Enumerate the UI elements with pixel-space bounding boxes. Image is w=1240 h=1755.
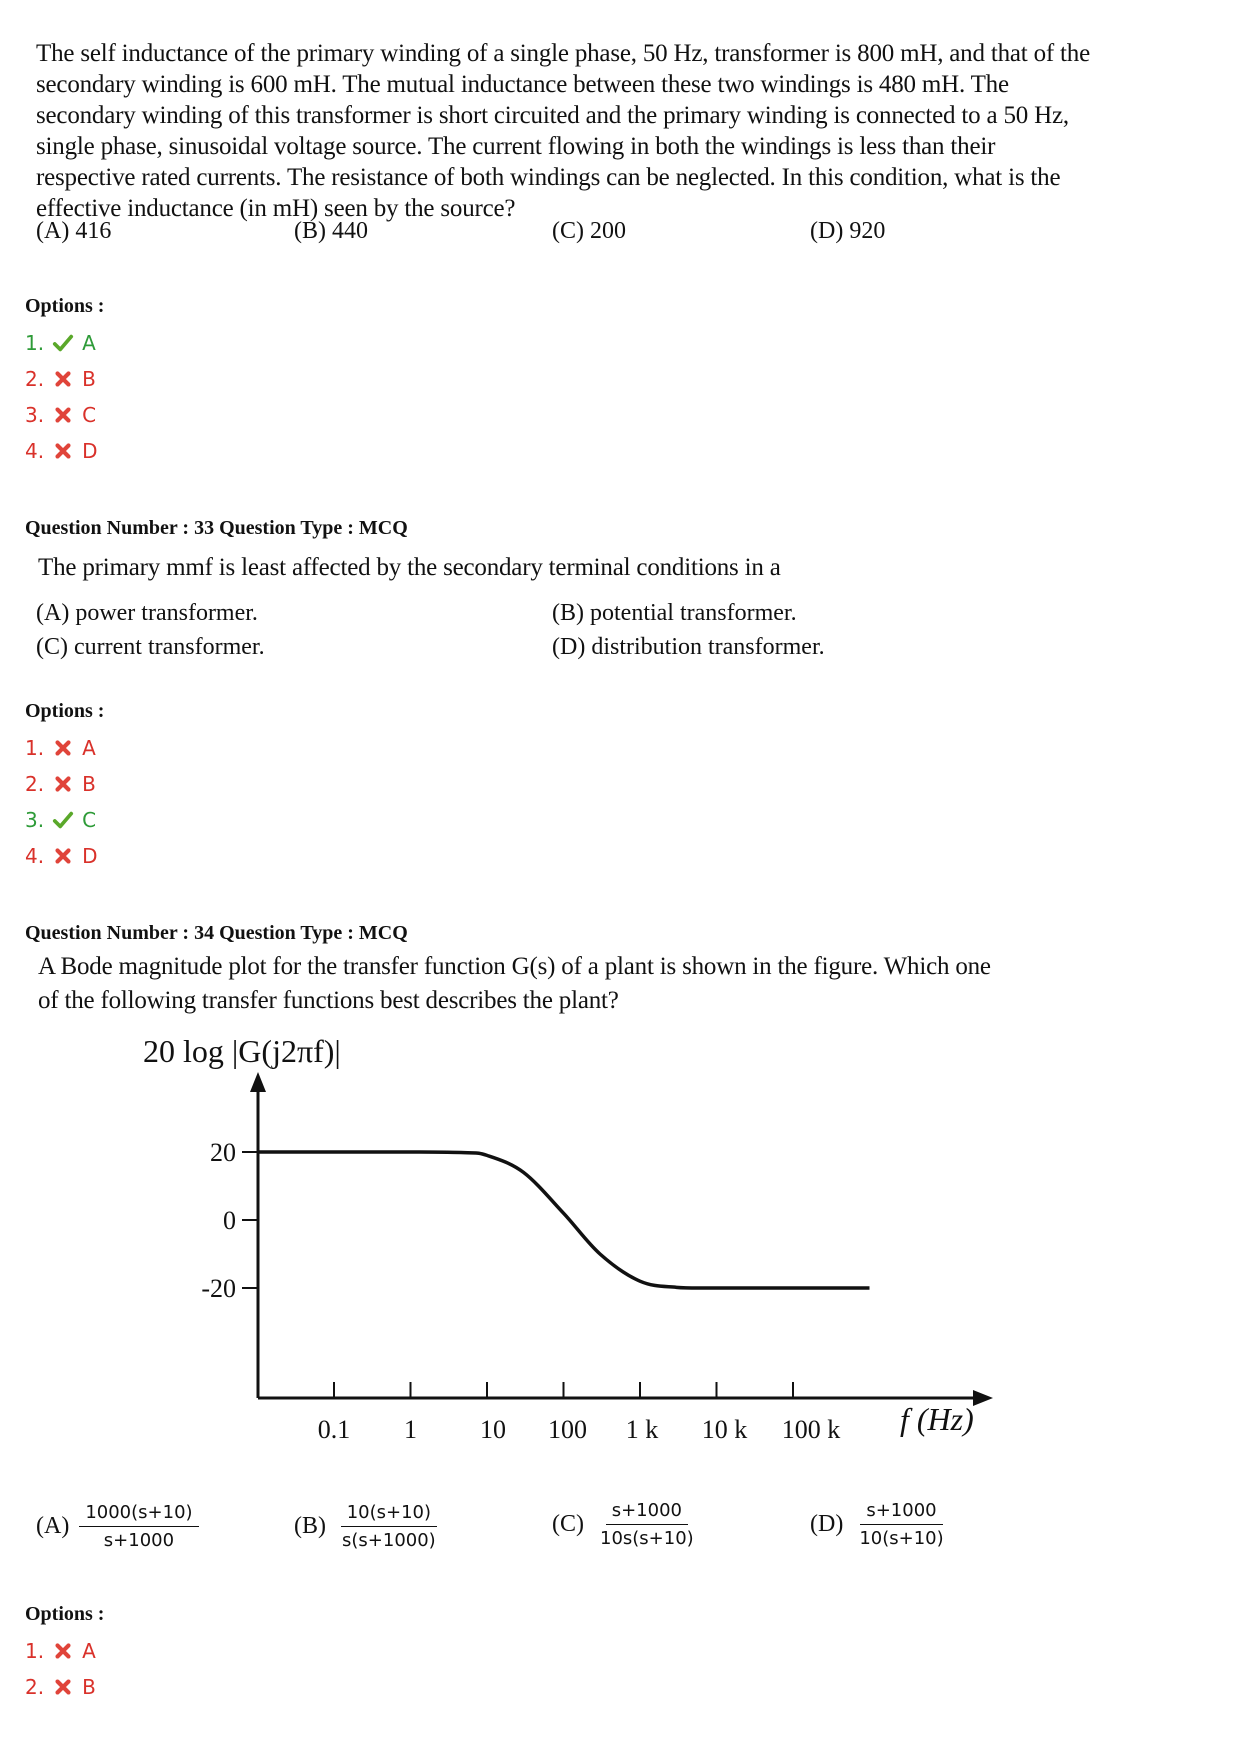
option-letter: A [82,1639,96,1663]
q33-choice-d: (D) distribution transformer. [552,634,825,660]
q34-text-line2: of the following transfer functions best describes the plant? [38,987,619,1014]
q34-header: Question Number : 34 Question Type : MCQ [25,922,408,944]
cross-icon [52,1676,74,1698]
y-tick-label: -20 [201,1274,236,1303]
q34-choice-b-num: 10(s+10) [341,1502,437,1527]
x-tick-label: 100 k [781,1415,841,1444]
option-number: 2. [25,772,45,796]
q33-choice-c: (C) current transformer. [36,634,265,660]
x-tick-label: 1 k [625,1415,659,1444]
x-tick-label: 100 [548,1415,587,1444]
x-tick-label: 0.1 [317,1415,351,1444]
option-number: 2. [25,367,45,391]
q34-choice-d [810,1500,950,1549]
q34-choice-d-fraction [853,1500,949,1549]
q34-choice-a-num: 1000(s+10) [79,1502,198,1527]
q34-choice-c-num: s+1000 [606,1500,688,1525]
q34-choice-a-den: s+1000 [103,1530,175,1551]
q32-text: The self inductance of the primary winding of a single phase, 50 Hz, transformer is 800 mH, and that of the secondary winding is 600 mH. The mutual inductance between these two windings is 480 mH. The secondary winding of this transformer is short circuited and the primary winding is connected to a 50 Hz, single phase, sinusoidal voltage source. The current flowing in both the windings is less than their respective rated currents. The resistance of both windings can be neglected. In this condition, what is the effective inductance (in mH) seen by the source? [36,40,1090,222]
option-letter: D [82,844,98,868]
cross-icon [52,737,74,759]
check-icon [52,332,74,354]
x-tick-label: 10 [480,1415,506,1444]
option-letter: B [82,1675,96,1699]
q33-choice-a: (A) power transformer. [36,600,258,626]
q34-choice-c-den: 10s(s+10) [600,1528,694,1549]
option-letter: D [82,439,98,463]
option-letter: B [82,772,96,796]
option-row [25,766,98,802]
bode-plot [0,1020,1240,1470]
option-letter: C [82,808,97,832]
option-letter: A [82,331,96,355]
y-axis-arrow [250,1072,266,1092]
y-tick-label: 20 [210,1138,236,1167]
q34-choice-b [294,1502,442,1551]
q34-choice-b-fraction [336,1502,442,1551]
q33-header: Question Number : 33 Question Type : MCQ [25,517,408,539]
q34-choice-a [36,1502,199,1551]
x-tick-label: 10 k [701,1415,748,1444]
y-tick-label: 0 [223,1206,236,1235]
check-icon [52,809,74,831]
option-number: 3. [25,403,45,427]
option-number: 1. [25,331,45,355]
option-number: 4. [25,439,45,463]
q34-choice-d-label: (D) [810,1511,844,1537]
option-number: 3. [25,808,45,832]
option-row [25,1633,96,1669]
option-row [25,361,98,397]
option-number: 1. [25,736,45,760]
q33-options-label: Options : [25,700,105,722]
q33-options-list [25,730,98,874]
q33-text: The primary mmf is least affected by the secondary terminal conditions in a [38,554,781,581]
option-row [25,325,98,361]
option-number: 1. [25,1639,45,1663]
q34-choice-a-fraction [79,1502,198,1551]
option-letter: B [82,367,96,391]
cross-icon [52,368,74,390]
q33-choice-b: (B) potential transformer. [552,600,797,626]
cross-icon [52,404,74,426]
q32-options-label: Options : [25,295,105,317]
x-axis-label: f (Hz) [900,1401,974,1437]
q34-choice-c [552,1500,700,1549]
cross-icon [52,1640,74,1662]
q34-options-list [25,1633,96,1705]
q34-choice-b-label: (B) [294,1513,326,1539]
option-row [25,802,98,838]
option-row [25,1669,96,1705]
magnitude-curve [258,1152,870,1288]
q32-choice-c: (C) 200 [552,218,626,244]
q34-choice-c-fraction [594,1500,700,1549]
q32-choice-d: (D) 920 [810,218,886,244]
q34-choice-b-den: s(s+1000) [342,1530,436,1551]
option-letter: C [82,403,97,427]
q34-choice-c-label: (C) [552,1511,584,1537]
q32-choice-b: (B) 440 [294,218,368,244]
chart-title: 20 log |G(j2πf)| [143,1033,341,1069]
q34-choice-d-den: 10(s+10) [859,1528,944,1549]
cross-icon [52,773,74,795]
option-row [25,838,98,874]
q34-text-line1: A Bode magnitude plot for the transfer function G(s) of a plant is shown in the figure. Which one [38,953,991,980]
x-tick-label: 1 [404,1415,417,1444]
q34-options-label: Options : [25,1603,105,1625]
option-row [25,397,98,433]
q32-choice-a: (A) 416 [36,218,112,244]
q34-choice-d-num: s+1000 [860,1500,942,1525]
q32-options-list [25,325,98,469]
cross-icon [52,440,74,462]
option-letter: A [82,736,96,760]
option-number: 2. [25,1675,45,1699]
option-row [25,730,98,766]
option-row [25,433,98,469]
x-axis-arrow [973,1390,993,1406]
cross-icon [52,845,74,867]
option-number: 4. [25,844,45,868]
q34-choice-a-label: (A) [36,1513,70,1539]
